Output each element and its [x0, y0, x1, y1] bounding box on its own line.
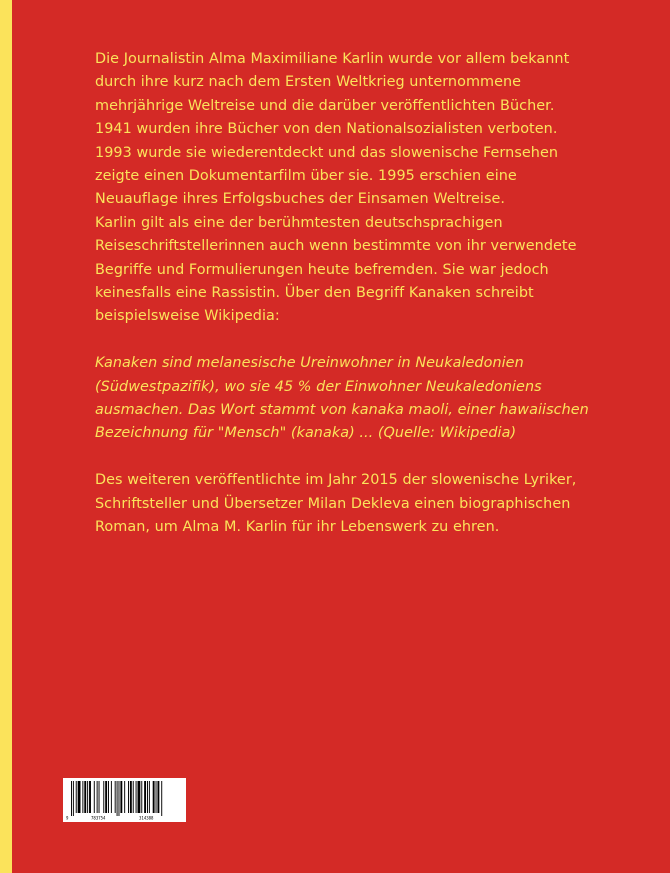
barcode-bar: [138, 781, 141, 813]
intro-paragraph: [95, 48, 615, 329]
barcode-bar: [149, 781, 150, 813]
intro-line: 1941 wurden ihre Bücher von den Nationalsozialisten verboten.: [95, 121, 558, 138]
barcode-bar: [84, 781, 86, 813]
intro-line: 1993 wurde sie wiederentdeckt und das slowenische Fernsehen: [95, 144, 559, 161]
barcode-bar: [133, 781, 134, 813]
intro-line: beispielsweise Wikipedia:: [95, 308, 280, 325]
intro-line: Reiseschriftstellerinnen auch wenn bestimmte von ihr verwendete: [95, 238, 577, 255]
closing-line: Des weiteren veröffentlichte im Jahr 2015 der slowenische Lyriker,: [95, 472, 577, 489]
barcode-bar: [124, 781, 125, 813]
barcode-bar: [76, 781, 77, 813]
barcode-bar: [130, 781, 132, 813]
intro-line: keinesfalls eine Rassistin. Über den Begriff Kanaken schreibt: [95, 285, 534, 302]
barcode-bar: [108, 781, 109, 813]
spine-strip: [0, 0, 12, 873]
barcode-bar: [119, 781, 120, 816]
intro-line: mehrjährige Weltreise und die darüber veröffentlichten Bücher.: [95, 97, 555, 114]
barcode-digit-first: 9: [66, 815, 69, 821]
intro-line: Begriffe und Formulierungen heute befremden. Sie war jedoch: [95, 261, 549, 278]
barcode-bars: [71, 781, 162, 816]
barcode-bar: [73, 781, 74, 816]
barcode-bar: [94, 781, 95, 813]
barcode-bar: [111, 781, 112, 813]
barcode-bar: [141, 781, 142, 813]
barcode-bar: [153, 781, 155, 813]
barcode-bar: [87, 781, 88, 813]
quote-line: Bezeichnung für "Mensch" (kanaka) ... (Quelle: Wikipedia): [95, 425, 517, 442]
intro-line: Neuauflage ihres Erfolgsbuches der Einsamen Weltreise.: [95, 191, 506, 208]
barcode-graphic: [63, 778, 186, 822]
intro-line: Karlin gilt als eine der berühmtesten deutschsprachigen: [95, 214, 503, 231]
barcode-bar: [136, 781, 137, 813]
quote-line: Kanaken sind melanesische Ureinwohner in Neukaledonien: [95, 355, 524, 372]
barcode-bar: [117, 781, 118, 816]
barcode-bar: [147, 781, 148, 813]
closing-paragraph: [95, 469, 615, 539]
barcode-bar: [156, 781, 157, 813]
barcode-bar: [128, 781, 129, 813]
barcode-bar: [99, 781, 100, 813]
barcode-bar: [115, 781, 116, 813]
intro-line: durch ihre kurz nach dem Ersten Weltkrieg unternommene: [95, 74, 522, 91]
barcode-bar: [89, 781, 91, 813]
quote-line: (Südwestpazifik), wo sie 45 % der Einwohner Neukaledoniens: [95, 378, 542, 395]
intro-line: zeigte einen Dokumentarfilm über sie. 1995 erschien eine: [95, 168, 517, 185]
barcode-digits-left: 783754: [91, 815, 106, 821]
intro-line: Die Journalistin Alma Maximiliane Karlin wurde vor allem bekannt: [95, 51, 570, 67]
barcode-bar: [120, 781, 122, 813]
barcode-digits-right: 314388: [139, 815, 154, 821]
back-cover-text: [95, 48, 615, 540]
closing-line: Roman, um Alma M. Karlin für ihr Lebenswerk zu ehren.: [95, 519, 500, 536]
barcode-bar: [97, 781, 98, 813]
barcode-bar: [103, 781, 104, 813]
quote-line: ausmachen. Das Wort stammt von kanaka maoli, einer hawaiischen: [95, 402, 589, 419]
barcode-bar: [157, 781, 159, 813]
wikipedia-quote: [95, 352, 615, 446]
barcode-bar: [78, 781, 81, 813]
barcode-bar: [71, 781, 72, 816]
barcode-bar: [82, 781, 83, 813]
barcode-bar: [144, 781, 146, 813]
isbn-barcode: [63, 778, 186, 822]
barcode-bar: [105, 781, 107, 813]
barcode-bar: [161, 781, 162, 816]
closing-line: Schriftsteller und Übersetzer Milan Dekleva einen biographischen: [95, 495, 571, 512]
